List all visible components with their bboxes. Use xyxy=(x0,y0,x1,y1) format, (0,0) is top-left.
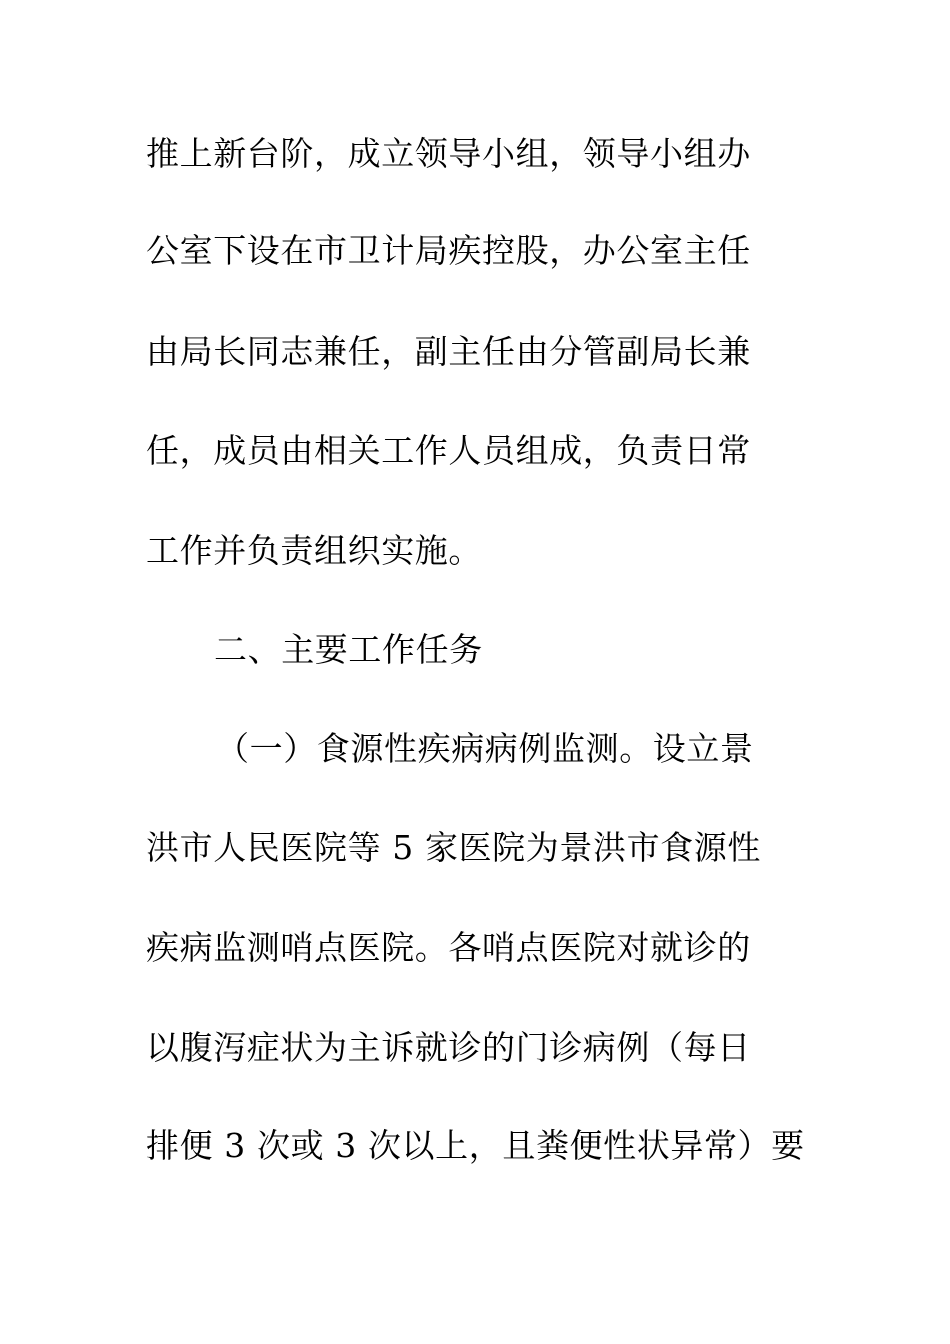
text-line-4: 任，成员由相关工作人员组成，负责日常 xyxy=(146,431,751,470)
text-line-8: 洪市人民医院等 5 家医院为景洪市食源性 xyxy=(146,828,761,867)
text-line-1: 推上新台阶，成立领导小组，领导小组办 xyxy=(146,134,751,173)
text-line-5: 工作并负责组织实施。 xyxy=(146,531,482,570)
text-line-11: 排便 3 次或 3 次以上，且粪便性状异常）要 xyxy=(146,1126,805,1165)
text-line-10: 以腹泻症状为主诉就诊的门诊病例（每日 xyxy=(146,1028,751,1067)
subsection-heading: （一）食源性疾病病例监测。设立景 xyxy=(216,729,754,768)
text-line-2: 公室下设在市卫计局疾控股，办公室主任 xyxy=(146,231,751,270)
text-line-3: 由局长同志兼任，副主任由分管副局长兼 xyxy=(146,332,751,371)
text-line-9: 疾病监测哨点医院。各哨点医院对就诊的 xyxy=(146,928,751,967)
section-heading: 二、主要工作任务 xyxy=(214,630,483,669)
